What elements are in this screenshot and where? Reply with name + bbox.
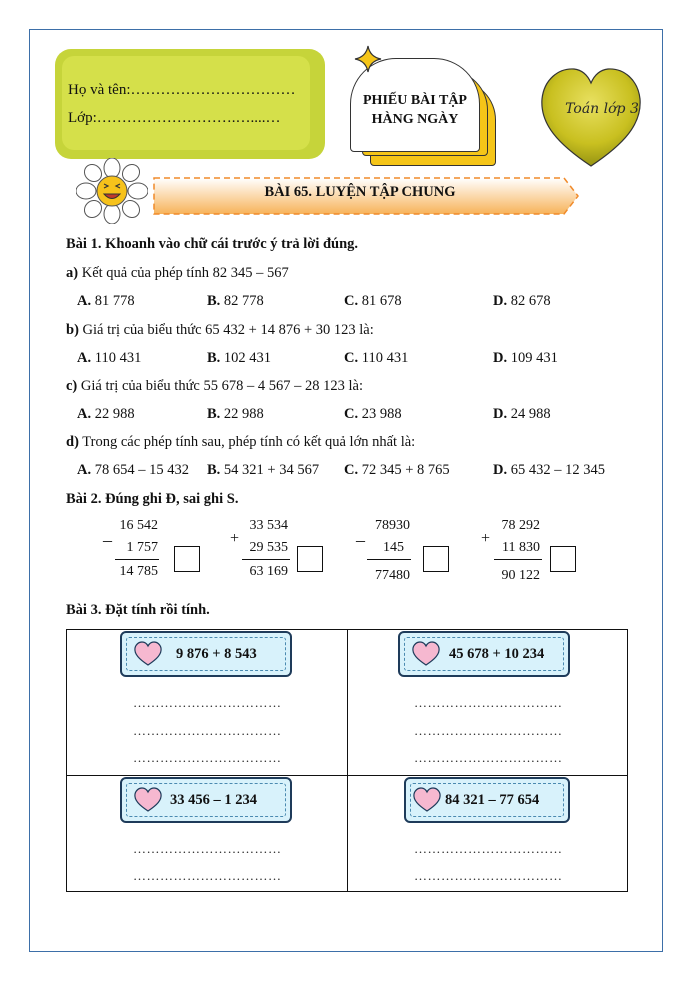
bai2-heading: Bài 2. Đúng ghi Đ, sai ghi S. xyxy=(66,491,239,507)
question-c xyxy=(66,378,363,395)
option-d-C[interactable]: C. 72 345 + 8 765 xyxy=(344,462,450,478)
option-d-A[interactable]: A. 78 654 – 15 432 xyxy=(77,462,189,478)
answer-line[interactable]: …………………………… xyxy=(133,723,282,738)
expression-text: 33 456 – 1 234 xyxy=(170,792,257,808)
table-divider-vertical xyxy=(347,629,348,892)
answer-box[interactable] xyxy=(297,546,323,572)
answer-line[interactable]: …………………………… xyxy=(414,841,563,856)
answer-line[interactable]: …………………………… xyxy=(133,695,282,710)
question-text: Trong các phép tính sau, phép tính có kết quả lớn nhất là: xyxy=(82,434,416,450)
pink-heart-icon xyxy=(133,641,163,667)
option-a-D[interactable]: D. 82 678 xyxy=(493,293,551,309)
table-divider-horizontal xyxy=(66,775,628,776)
answer-line[interactable]: …………………………… xyxy=(133,750,282,765)
operator-sign: – xyxy=(356,530,365,550)
option-b-A[interactable]: A. 110 431 xyxy=(77,350,142,366)
option-c-A[interactable]: A. 22 988 xyxy=(77,406,135,422)
result: 77480 xyxy=(375,568,410,583)
option-a-A[interactable]: A. 81 778 xyxy=(77,293,135,309)
option-b-B[interactable]: B. 102 431 xyxy=(207,350,272,366)
sum-line xyxy=(494,559,542,560)
operand-top: 33 534 xyxy=(249,518,288,533)
bai3-heading: Bài 3. Đặt tính rồi tính. xyxy=(66,602,210,618)
heart-icon xyxy=(538,66,644,172)
student-info-inner xyxy=(62,56,310,150)
answer-line[interactable]: …………………………… xyxy=(133,868,282,883)
option-c-B[interactable]: B. 22 988 xyxy=(207,406,264,422)
operand-bottom: 29 535 xyxy=(249,540,288,555)
option-a-C[interactable]: C. 81 678 xyxy=(344,293,402,309)
expression-text: 9 876 + 8 543 xyxy=(176,646,257,662)
operand-bottom: 1 757 xyxy=(126,540,158,555)
operator-sign: + xyxy=(480,530,490,547)
heart-label: Toán lớp 3 xyxy=(565,101,639,117)
answer-box[interactable] xyxy=(423,546,449,572)
pink-heart-icon xyxy=(412,787,442,813)
result: 63 169 xyxy=(249,564,288,579)
question-a xyxy=(66,265,289,282)
operand-top: 78930 xyxy=(375,518,410,533)
question-label: a) xyxy=(66,265,79,281)
pink-heart-icon xyxy=(411,641,441,667)
sparkle-star-icon xyxy=(354,45,382,73)
option-d-D[interactable]: D. 65 432 – 12 345 xyxy=(493,462,605,478)
expression-text: 45 678 + 10 234 xyxy=(449,646,545,662)
question-label: b) xyxy=(66,322,79,338)
student-name-field[interactable]: Họ và tên:…………………………… xyxy=(68,82,296,98)
operand-top: 78 292 xyxy=(501,518,540,533)
option-c-D[interactable]: D. 24 988 xyxy=(493,406,551,422)
result: 14 785 xyxy=(119,564,158,579)
option-b-C[interactable]: C. 110 431 xyxy=(344,350,409,366)
operand-top: 16 542 xyxy=(119,518,158,533)
option-a-B[interactable]: B. 82 778 xyxy=(207,293,264,309)
question-text: Kết quả của phép tính 82 345 – 567 xyxy=(81,265,289,281)
lesson-title: BÀI 65. LUYỆN TẬP CHUNG xyxy=(264,184,456,200)
answer-line[interactable]: …………………………… xyxy=(414,695,563,710)
card-title-line2: HÀNG NGÀY xyxy=(371,112,459,127)
bai1-heading: Bài 1. Khoanh vào chữ cái trước ý trả lời đúng. xyxy=(66,236,359,252)
question-text: Giá trị của biểu thức 65 432 + 14 876 + 30 123 là: xyxy=(82,322,374,338)
option-b-D[interactable]: D. 109 431 xyxy=(493,350,558,366)
answer-line[interactable]: …………………………… xyxy=(414,723,563,738)
option-c-C[interactable]: C. 23 988 xyxy=(344,406,402,422)
question-label: d) xyxy=(66,434,79,450)
question-d xyxy=(66,434,415,451)
card-title-line1: PHIẾU BÀI TẬP xyxy=(363,93,467,108)
operator-sign: + xyxy=(229,530,239,547)
answer-line[interactable]: …………………………… xyxy=(133,841,282,856)
answer-line[interactable]: …………………………… xyxy=(414,750,563,765)
operand-bottom: 145 xyxy=(383,540,404,555)
sum-line xyxy=(115,559,159,560)
answer-box[interactable] xyxy=(550,546,576,572)
student-class-field[interactable]: Lớp:……………………….…....… xyxy=(68,110,281,126)
result: 90 122 xyxy=(501,568,540,583)
smiling-flower-icon xyxy=(76,158,148,224)
sum-line xyxy=(367,559,411,560)
expression-text: 84 321 – 77 654 xyxy=(445,792,540,808)
option-d-B[interactable]: B. 54 321 + 34 567 xyxy=(207,462,320,478)
pink-heart-icon xyxy=(133,787,163,813)
sum-line xyxy=(242,559,290,560)
operator-sign: – xyxy=(103,530,112,550)
question-b xyxy=(66,322,374,339)
question-label: c) xyxy=(66,378,78,394)
answer-box[interactable] xyxy=(174,546,200,572)
operand-bottom: 11 830 xyxy=(502,540,540,555)
answer-line[interactable]: …………………………… xyxy=(414,868,563,883)
question-text: Giá trị của biểu thức 55 678 – 4 567 – 28 123 là: xyxy=(80,378,363,394)
